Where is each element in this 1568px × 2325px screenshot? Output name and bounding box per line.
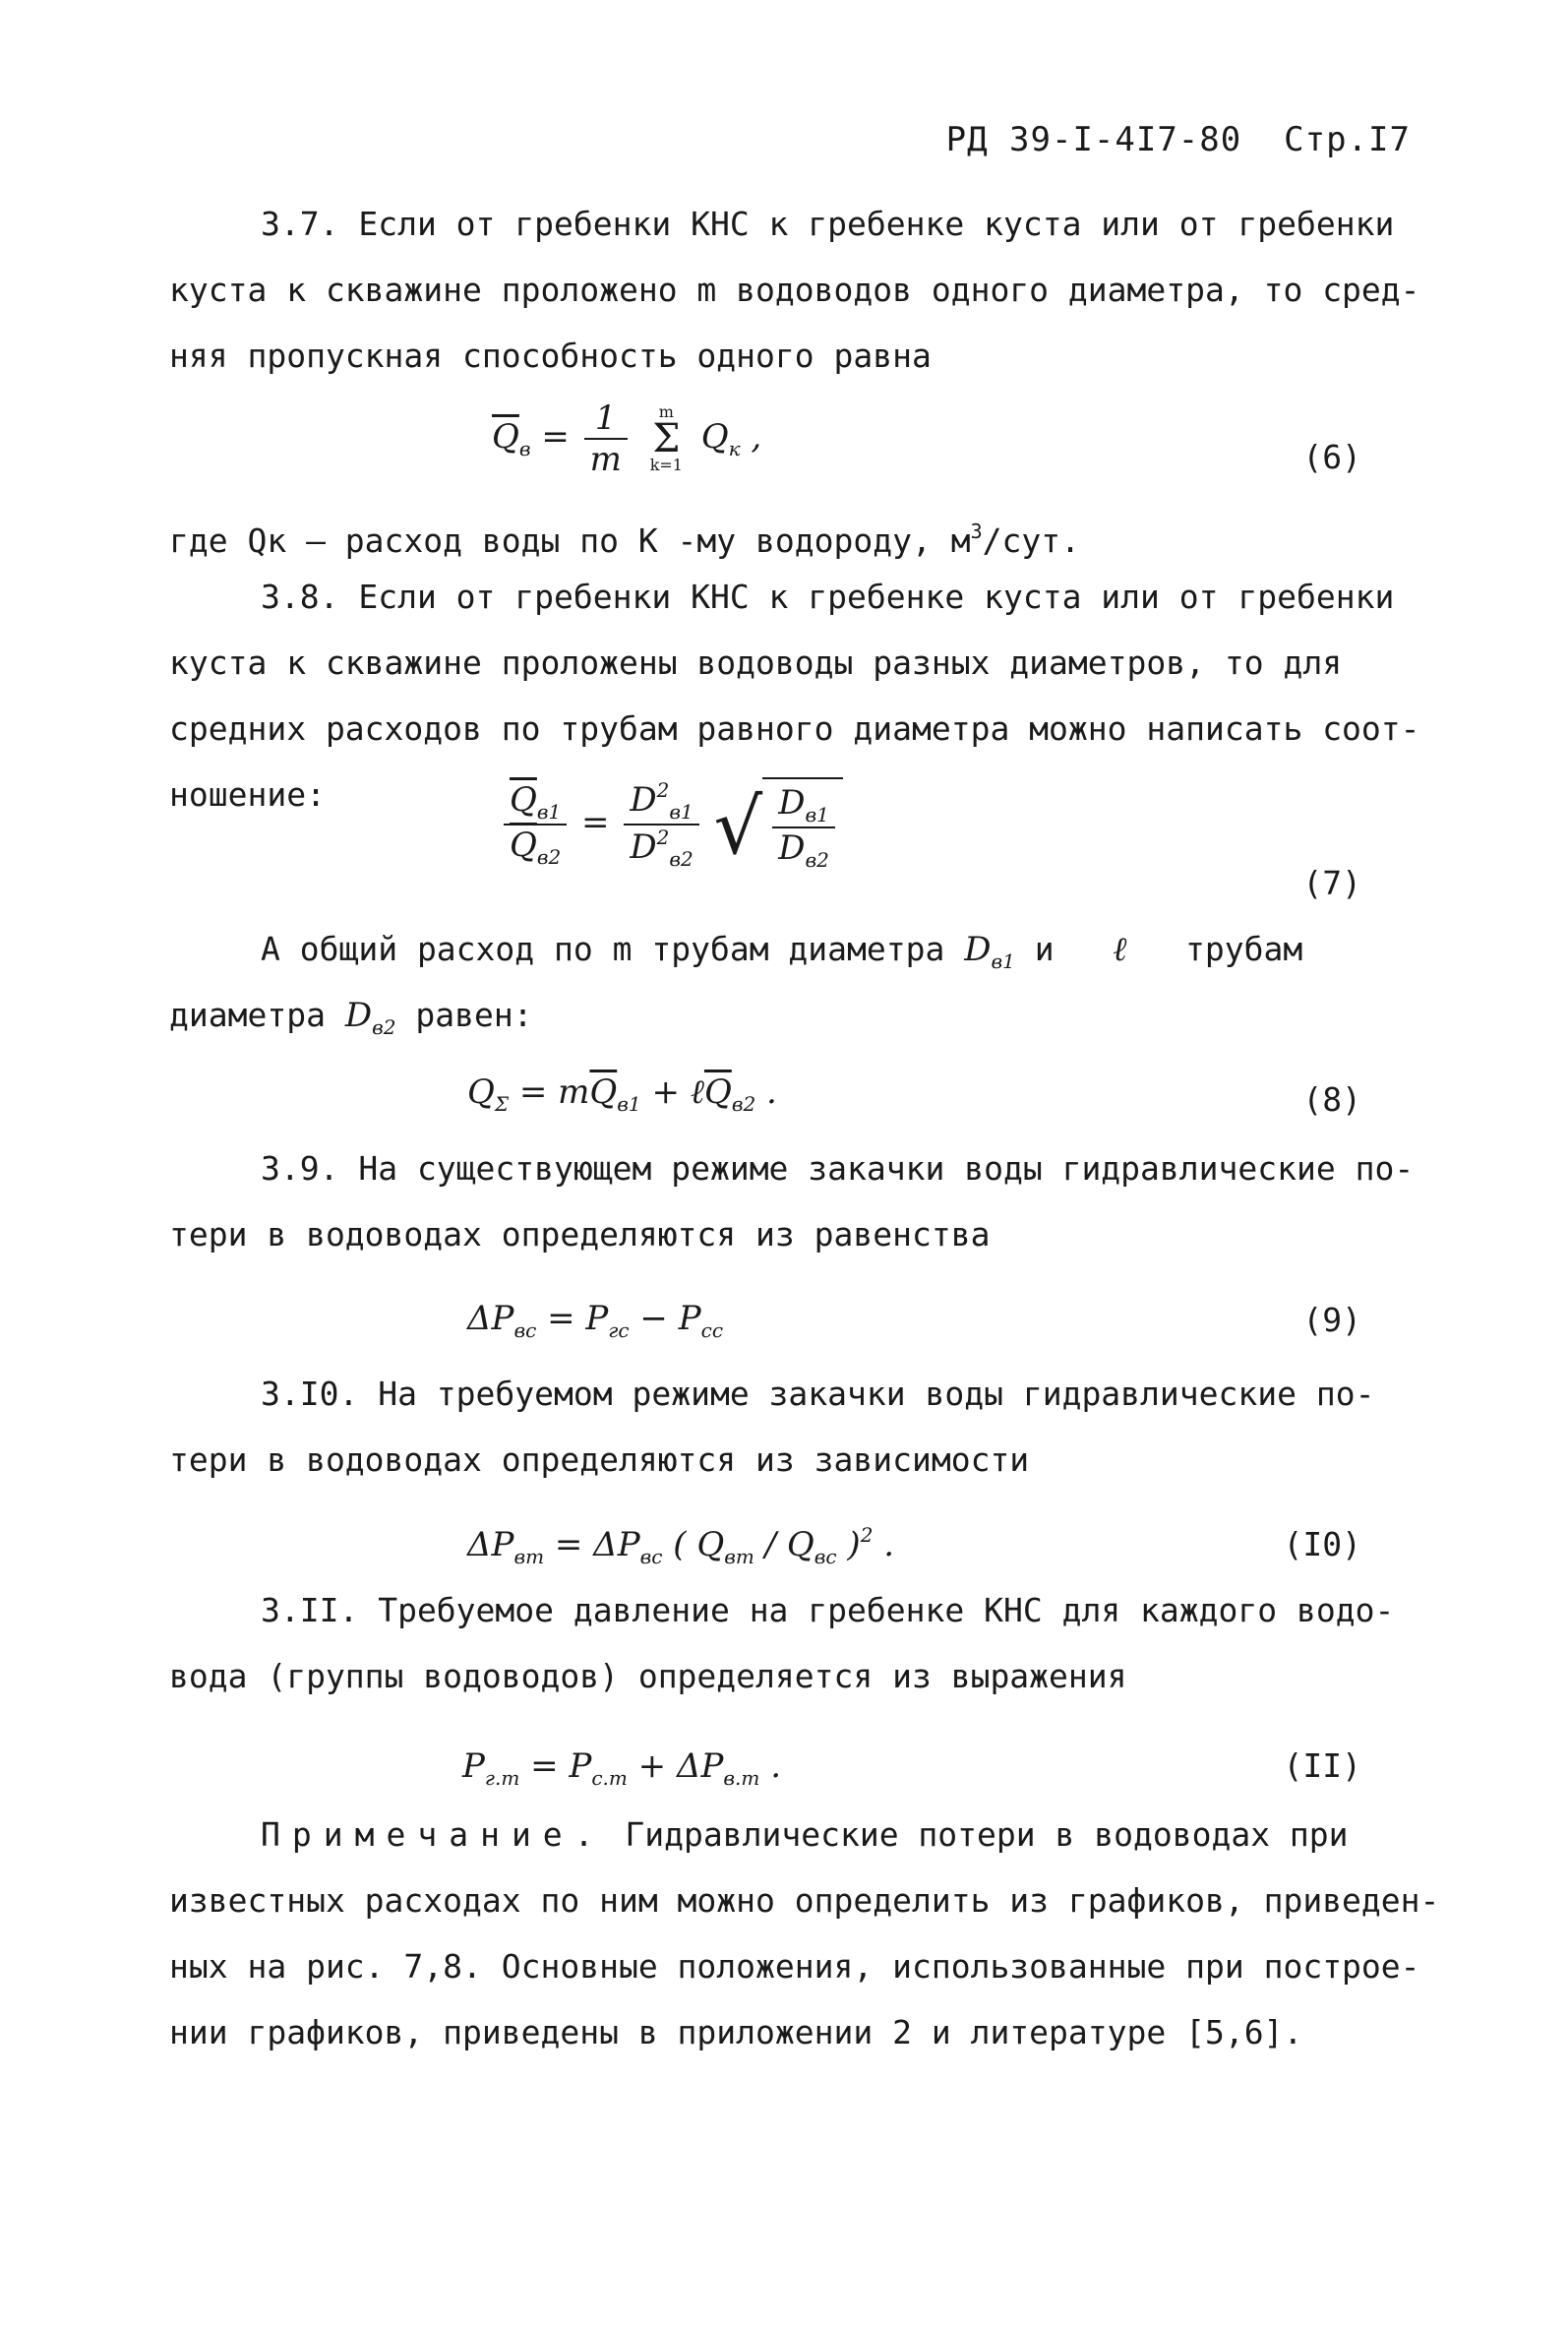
page-number: Стр.I7 xyxy=(1284,120,1411,159)
formula-8: $Q_\Sigma = m\overline{Q}_{в1}$ + $\ell\overline{Q}_{в2}$ . xyxy=(467,1072,777,1116)
formula-6: $\overline{Q}_в$ = $\frac{1}{m}$ m Σ k=1 $Q_к$ , xyxy=(492,398,762,479)
paragraph-line: 3.9. На существующем режиме закачки воды гидравлические по- xyxy=(261,1149,1415,1188)
paragraph-line: 3.II. Требуемое давление на гребенке КНС для каждого водо- xyxy=(261,1591,1395,1629)
paragraph-line: 3.8. Если от гребенки КНС к гребенке куста или от гребенки xyxy=(261,578,1395,616)
paragraph-line: 3.I0. На требуемом режиме закачки воды гидравлические по- xyxy=(261,1375,1375,1413)
note-line: ных на рис. 7,8. Основные положения, использованные при построе- xyxy=(169,1947,1420,1986)
equation-number: (II) xyxy=(1283,1746,1361,1785)
paragraph-line: вода (группы водоводов) определяется из выражения xyxy=(169,1657,1127,1695)
formula-11: $P_{г.т} = P_{с.т} + \Delta P_{в.т}$ . xyxy=(462,1746,781,1790)
document-code: РД 39-I-4I7-80 xyxy=(945,120,1242,159)
formula-7: $\frac{\overline{Q}_{в1}}{\overline{Q}_{в2}}$ = $\frac{D^2_{в1}}{D^2_{в2}}$ √ $\frac{D_{в1}}{D_{в2}}$ xyxy=(500,777,843,872)
formula-10: $\Delta P_{вт} = \Delta P_{вс}$ ( $Q_{вт} / Q_{вс}$ )$^2$ . xyxy=(467,1523,895,1568)
note-line: известных расходах по ним можно определить из графиков, приведен- xyxy=(169,1881,1440,1920)
paragraph-line: 3.7. Если от гребенки КНС к гребенке куста или от гребенки xyxy=(261,205,1395,243)
paragraph-line: диаметра $D_{в2}$ равен: xyxy=(169,996,533,1039)
paragraph-line: ношение: xyxy=(169,775,326,814)
paragraph-line: А общий расход по m трубам диаметра $D_{в1}$ и ℓ трубам xyxy=(261,930,1303,973)
equation-number: (I0) xyxy=(1283,1525,1361,1563)
paragraph-line: куста к скважине проложены водоводы разных диаметров, то для xyxy=(169,643,1343,682)
equation-number: (9) xyxy=(1302,1301,1361,1339)
formula-9: $\Delta P_{вс} = P_{гс} - P_{сс}$ xyxy=(467,1299,724,1342)
paragraph-line: средних расходов по трубам равного диаметра можно написать соот- xyxy=(169,709,1420,748)
equation-number: (6) xyxy=(1302,438,1361,476)
paragraph-line: куста к скважине проложено m водоводов одного диаметра, то сред- xyxy=(169,271,1420,309)
note-line: Примечание. Гидравлические потери в водоводах при xyxy=(261,1815,1349,1854)
note-label: Примечание. xyxy=(261,1815,606,1854)
paragraph-line: тери в водоводах определяются из зависимости xyxy=(169,1440,1030,1479)
equation-number: (7) xyxy=(1302,864,1361,902)
note-line: нии графиков, приведены в приложении 2 и литературе [5,6]. xyxy=(169,2013,1303,2051)
paragraph-line: няя пропускная способность одного равна xyxy=(169,337,932,375)
page-header xyxy=(946,120,1411,159)
equation-number: (8) xyxy=(1302,1080,1361,1119)
paragraph-line: тери в водоводах определяются из равенства xyxy=(169,1215,991,1254)
where-line: где Qк – расход воды по К -му водороду, $м^3$/сут. xyxy=(169,520,1080,560)
